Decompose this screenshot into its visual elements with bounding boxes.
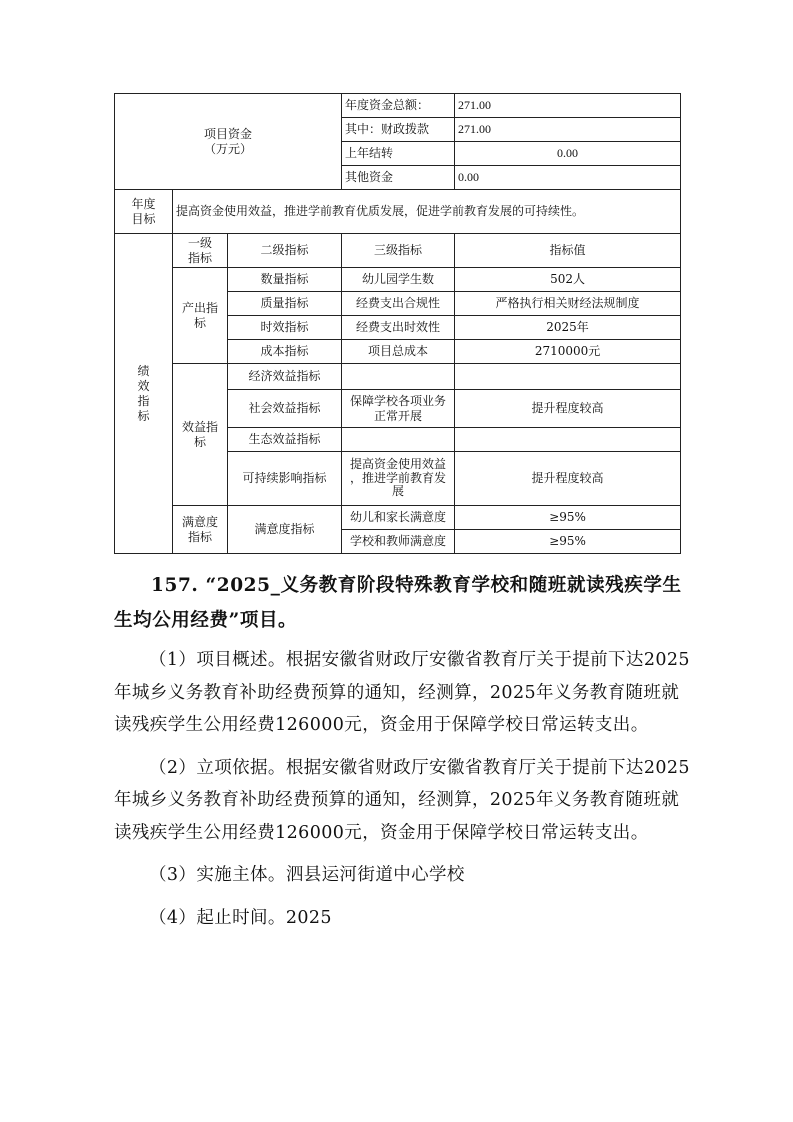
funds-label: 项目资金 （万元） <box>115 94 342 190</box>
benefit-l3: 提高资金使用效益 ，推进学前教育发 展 <box>342 452 455 506</box>
satisfaction-l3: 学校和教师满意度 <box>342 530 455 554</box>
benefit-l2: 可持续影响指标 <box>228 452 342 506</box>
goal-label: 年度 目标 <box>115 190 173 234</box>
header-level3: 三级指标 <box>342 234 455 268</box>
output-l2: 成本指标 <box>228 340 342 364</box>
header-value: 指标值 <box>455 234 681 268</box>
output-l2: 数量指标 <box>228 268 342 292</box>
funds-fiscal-value: 271.00 <box>455 118 681 142</box>
output-l2: 时效指标 <box>228 316 342 340</box>
funds-other-value: 0.00 <box>455 166 681 190</box>
benefit-l3 <box>342 364 455 390</box>
goal-text: 提高资金使用效益，推进学前教育优质发展，促进学前教育发展的可持续性。 <box>173 190 681 234</box>
header-level1: 一级 指标 <box>173 234 228 268</box>
output-l3: 幼儿园学生数 <box>342 268 455 292</box>
perf-label: 绩 效 指 标 <box>115 234 173 554</box>
satisfaction-value: ≥95% <box>455 506 681 530</box>
funds-carryover-label: 上年结转 <box>342 142 455 166</box>
paragraph-basis: （2）立项依据。根据安徽省财政厅安徽省教育厅关于提前下达2025年城乡义务教育补助经费预算的通知，经测算，2025年义务教育随班就读残疾学生公用经费126000元，资金用于保障学校日常运转支出。 <box>114 757 690 843</box>
satisfaction-value: ≥95% <box>455 530 681 554</box>
benefit-l2: 生态效益指标 <box>228 428 342 452</box>
benefit-label: 效益指 标 <box>173 364 228 506</box>
section-body <box>114 644 694 934</box>
output-l2: 质量指标 <box>228 292 342 316</box>
benefit-value <box>455 364 681 390</box>
paragraph-overview: （1）项目概述。根据安徽省财政厅安徽省教育厅关于提前下达2025年城乡义务教育补助经费预算的通知，经测算，2025年义务教育随班就读残疾学生公用经费126000元，资金用于保障学校日常运转支出。 <box>114 650 690 735</box>
benefit-l3: 保障学校各项业务 正常开展 <box>342 390 455 428</box>
benefit-value: 提升程度较高 <box>455 390 681 428</box>
output-value: 严格执行相关财经法规制度 <box>455 292 681 316</box>
satisfaction-l3: 幼儿和家长满意度 <box>342 506 455 530</box>
section-heading: 157. “2025_义务教育阶段特殊教育学校和随班就读残疾学生生均公用经费”项目。 <box>114 575 682 631</box>
funds-carryover-value: 0.00 <box>455 142 681 166</box>
benefit-value <box>455 428 681 452</box>
satisfaction-label: 满意度 指标 <box>173 506 228 554</box>
output-value: 2025年 <box>455 316 681 340</box>
benefit-l2: 社会效益指标 <box>228 390 342 428</box>
header-level2: 二级指标 <box>228 234 342 268</box>
funds-other-label: 其他资金 <box>342 166 455 190</box>
output-l3: 经费支出合规性 <box>342 292 455 316</box>
performance-table <box>114 93 681 554</box>
output-value: 2710000元 <box>455 340 681 364</box>
benefit-value: 提升程度较高 <box>455 452 681 506</box>
funds-total-label: 年度资金总额： <box>342 94 455 118</box>
funds-total-value: 271.00 <box>455 94 681 118</box>
paragraph-period: （4）起止时间。2025 <box>149 907 332 928</box>
output-value: 502人 <box>455 268 681 292</box>
paragraph-implementer: （3）实施主体。泗县运河街道中心学校 <box>149 865 465 885</box>
satisfaction-l2: 满意度指标 <box>228 506 342 554</box>
output-l3: 项目总成本 <box>342 340 455 364</box>
benefit-l2: 经济效益指标 <box>228 364 342 390</box>
benefit-l3 <box>342 428 455 452</box>
output-l3: 经费支出时效性 <box>342 316 455 340</box>
funds-fiscal-label: 其中：财政拨款 <box>342 118 455 142</box>
output-label: 产出指 标 <box>173 268 228 364</box>
